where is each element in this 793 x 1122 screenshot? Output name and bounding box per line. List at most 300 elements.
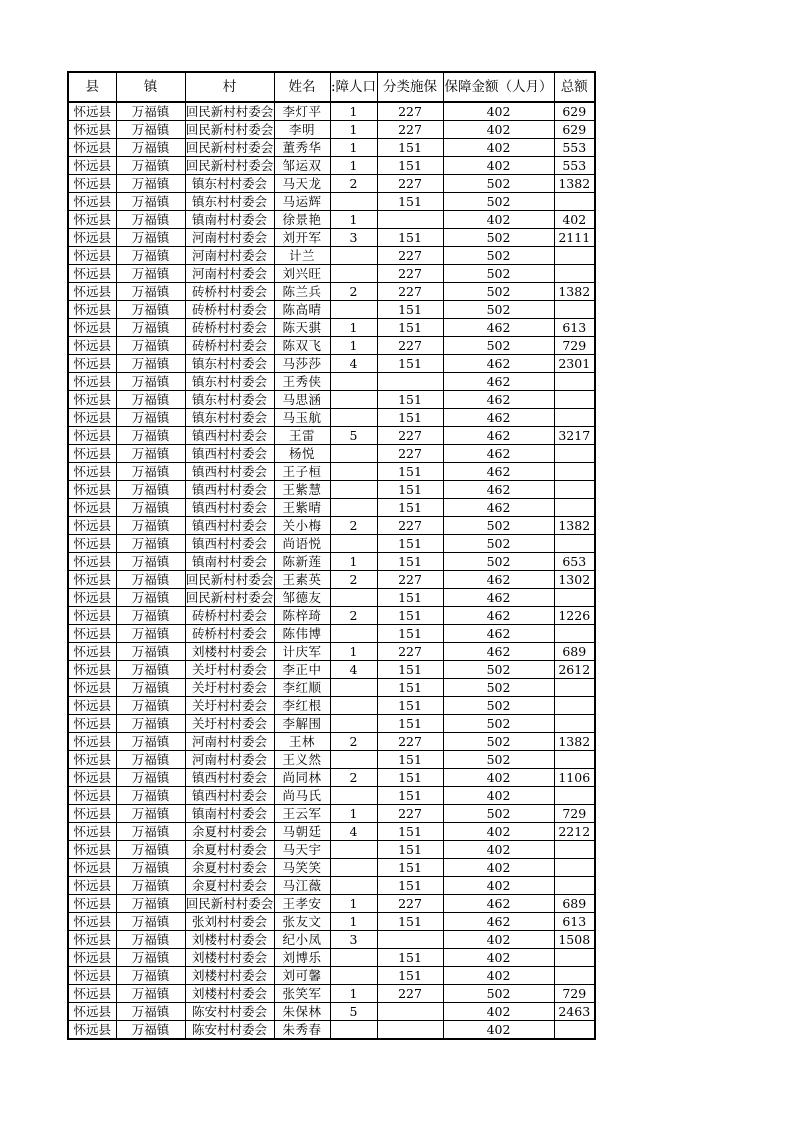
cell-county: 怀远县 [68, 102, 116, 121]
cell-monthly-amount: 402 [443, 877, 554, 895]
cell-village: 镇东村村委会 [185, 193, 274, 211]
cell-total [554, 967, 595, 985]
cell-county: 怀远县 [68, 823, 116, 841]
cell-name: 尚语悦 [274, 535, 330, 553]
cell-dependents: 2 [330, 733, 377, 751]
cell-town: 万福镇 [116, 985, 185, 1003]
cell-monthly-amount: 462 [443, 895, 554, 913]
cell-category-aid: 151 [377, 697, 443, 715]
cell-town: 万福镇 [116, 391, 185, 409]
cell-village: 镇南村村委会 [185, 805, 274, 823]
cell-category-aid: 151 [377, 661, 443, 679]
cell-town: 万福镇 [116, 769, 185, 787]
cell-name: 马朝廷 [274, 823, 330, 841]
cell-name: 王子桓 [274, 463, 330, 481]
cell-dependents: 1 [330, 805, 377, 823]
cell-village: 镇南村村委会 [185, 553, 274, 571]
cell-dependents [330, 949, 377, 967]
cell-name: 关小梅 [274, 517, 330, 535]
cell-category-aid: 151 [377, 553, 443, 571]
cell-total [554, 409, 595, 427]
cell-total [554, 787, 595, 805]
cell-village: 镇东村村委会 [185, 373, 274, 391]
header-monthly-amount: 保障金额（人月） [443, 72, 554, 102]
header-village: 村 [185, 72, 274, 102]
cell-village: 镇南村村委会 [185, 211, 274, 229]
cell-monthly-amount: 502 [443, 751, 554, 769]
cell-village: 余夏村村委会 [185, 823, 274, 841]
cell-county: 怀远县 [68, 409, 116, 427]
table-row [68, 733, 595, 751]
cell-village: 刘楼村村委会 [185, 967, 274, 985]
cell-town: 万福镇 [116, 229, 185, 247]
cell-village: 镇西村村委会 [185, 787, 274, 805]
cell-village: 镇西村村委会 [185, 535, 274, 553]
cell-town: 万福镇 [116, 463, 185, 481]
cell-name: 张友文 [274, 913, 330, 931]
cell-name: 李明 [274, 121, 330, 139]
cell-name: 王雷 [274, 427, 330, 445]
cell-category-aid: 227 [377, 102, 443, 121]
cell-name: 尚马氏 [274, 787, 330, 805]
cell-category-aid [377, 1003, 443, 1021]
table-row [68, 787, 595, 805]
cell-village: 关圩村村委会 [185, 697, 274, 715]
cell-total: 729 [554, 985, 595, 1003]
cell-dependents [330, 679, 377, 697]
cell-total [554, 697, 595, 715]
table-row [68, 102, 595, 121]
cell-village: 关圩村村委会 [185, 715, 274, 733]
cell-town: 万福镇 [116, 247, 185, 265]
cell-county: 怀远县 [68, 373, 116, 391]
cell-total [554, 679, 595, 697]
cell-village: 陈安村村委会 [185, 1003, 274, 1021]
cell-village: 余夏村村委会 [185, 859, 274, 877]
table-row [68, 193, 595, 211]
cell-name: 刘兴旺 [274, 265, 330, 283]
cell-name: 马江薇 [274, 877, 330, 895]
relief-roster-table [67, 71, 596, 1040]
cell-county: 怀远县 [68, 643, 116, 661]
cell-category-aid: 151 [377, 967, 443, 985]
cell-monthly-amount: 502 [443, 985, 554, 1003]
cell-name: 李正中 [274, 661, 330, 679]
cell-village: 回民新村村委会 [185, 122, 274, 137]
cell-county: 怀远县 [68, 913, 116, 931]
cell-dependents [330, 715, 377, 733]
cell-town: 万福镇 [116, 301, 185, 319]
cell-town: 万福镇 [116, 157, 185, 175]
cell-village: 河南村村委会 [185, 229, 274, 247]
cell-name: 陈梓琦 [274, 607, 330, 625]
cell-monthly-amount: 502 [443, 175, 554, 193]
cell-village: 镇东村村委会 [185, 391, 274, 409]
cell-category-aid: 227 [377, 895, 443, 913]
cell-total: 2463 [554, 1003, 595, 1021]
cell-village: 回民新村村委会 [185, 104, 274, 119]
cell-county: 怀远县 [68, 355, 116, 373]
cell-category-aid: 151 [377, 229, 443, 247]
cell-county: 怀远县 [68, 445, 116, 463]
cell-name: 张笑军 [274, 985, 330, 1003]
cell-dependents: 1 [330, 319, 377, 337]
cell-county: 怀远县 [68, 787, 116, 805]
cell-village: 回民新村村委会 [185, 896, 274, 911]
cell-total: 553 [554, 139, 595, 157]
table-row [68, 229, 595, 247]
table-row [68, 1003, 595, 1021]
cell-town: 万福镇 [116, 949, 185, 967]
table-row [68, 841, 595, 859]
table-row [68, 895, 595, 913]
cell-village: 陈安村村委会 [185, 1021, 274, 1040]
cell-village: 刘楼村村委会 [185, 949, 274, 967]
cell-total: 653 [554, 553, 595, 571]
cell-county: 怀远县 [68, 715, 116, 733]
cell-total [554, 445, 595, 463]
cell-monthly-amount: 502 [443, 715, 554, 733]
table-row [68, 571, 595, 589]
cell-dependents: 2 [330, 571, 377, 589]
cell-village: 回民新村村委会 [185, 590, 274, 605]
cell-name: 王义然 [274, 751, 330, 769]
cell-county: 怀远县 [68, 679, 116, 697]
cell-village: 刘楼村村委会 [185, 931, 274, 949]
cell-village: 镇西村村委会 [185, 769, 274, 787]
cell-town: 万福镇 [116, 445, 185, 463]
cell-monthly-amount: 462 [443, 913, 554, 931]
cell-dependents: 2 [330, 769, 377, 787]
cell-county: 怀远县 [68, 661, 116, 679]
cell-town: 万福镇 [116, 409, 185, 427]
cell-dependents [330, 967, 377, 985]
cell-dependents [330, 751, 377, 769]
cell-county: 怀远县 [68, 481, 116, 499]
cell-category-aid: 151 [377, 319, 443, 337]
cell-county: 怀远县 [68, 229, 116, 247]
cell-county: 怀远县 [68, 175, 116, 193]
cell-dependents [330, 409, 377, 427]
cell-name: 纪小凤 [274, 931, 330, 949]
cell-total [554, 193, 595, 211]
cell-monthly-amount: 502 [443, 247, 554, 265]
cell-monthly-amount: 462 [443, 355, 554, 373]
table-row [68, 391, 595, 409]
cell-county: 怀远县 [68, 859, 116, 877]
cell-town: 万福镇 [116, 337, 185, 355]
cell-category-aid: 151 [377, 787, 443, 805]
cell-town: 万福镇 [116, 499, 185, 517]
cell-dependents: 1 [330, 985, 377, 1003]
table-row [68, 913, 595, 931]
table-row [68, 139, 595, 157]
cell-category-aid: 151 [377, 409, 443, 427]
cell-village: 镇东村村委会 [185, 355, 274, 373]
cell-dependents: 4 [330, 355, 377, 373]
cell-dependents: 1 [330, 895, 377, 913]
cell-monthly-amount: 502 [443, 535, 554, 553]
cell-name: 陈伟博 [274, 625, 330, 643]
cell-dependents [330, 265, 377, 283]
cell-village: 镇西村村委会 [185, 499, 274, 517]
cell-monthly-amount: 402 [443, 823, 554, 841]
table-row [68, 949, 595, 967]
cell-monthly-amount: 402 [443, 949, 554, 967]
cell-monthly-amount: 462 [443, 409, 554, 427]
table-row [68, 427, 595, 445]
table-row [68, 805, 595, 823]
cell-name: 马运辉 [274, 193, 330, 211]
cell-dependents: 2 [330, 517, 377, 535]
cell-town: 万福镇 [116, 175, 185, 193]
table-row [68, 967, 595, 985]
cell-town: 万福镇 [116, 787, 185, 805]
cell-county: 怀远县 [68, 949, 116, 967]
cell-town: 万福镇 [116, 679, 185, 697]
cell-name: 陈高晴 [274, 301, 330, 319]
cell-name: 马笑笑 [274, 859, 330, 877]
table-row [68, 823, 595, 841]
cell-monthly-amount: 462 [443, 499, 554, 517]
cell-total [554, 715, 595, 733]
cell-dependents [330, 697, 377, 715]
cell-dependents [330, 373, 377, 391]
cell-monthly-amount: 462 [443, 319, 554, 337]
cell-category-aid: 151 [377, 841, 443, 859]
cell-county: 怀远县 [68, 769, 116, 787]
cell-monthly-amount: 462 [443, 391, 554, 409]
cell-total [554, 841, 595, 859]
table-row [68, 751, 595, 769]
cell-village: 砖桥村村委会 [185, 319, 274, 337]
cell-town: 万福镇 [116, 661, 185, 679]
cell-county: 怀远县 [68, 553, 116, 571]
cell-village: 余夏村村委会 [185, 877, 274, 895]
cell-name: 李红顺 [274, 679, 330, 697]
cell-total: 553 [554, 157, 595, 175]
cell-monthly-amount: 462 [443, 643, 554, 661]
cell-name: 王云军 [274, 805, 330, 823]
cell-county: 怀远县 [68, 967, 116, 985]
cell-category-aid: 151 [377, 355, 443, 373]
cell-county: 怀远县 [68, 1021, 116, 1040]
cell-category-aid: 151 [377, 769, 443, 787]
cell-total: 2212 [554, 823, 595, 841]
cell-category-aid: 151 [377, 679, 443, 697]
cell-dependents [330, 625, 377, 643]
cell-monthly-amount: 462 [443, 463, 554, 481]
cell-dependents [330, 841, 377, 859]
cell-monthly-amount: 462 [443, 625, 554, 643]
cell-town: 万福镇 [116, 805, 185, 823]
cell-total: 2612 [554, 661, 595, 679]
table-row [68, 625, 595, 643]
cell-dependents: 3 [330, 931, 377, 949]
cell-town: 万福镇 [116, 895, 185, 913]
cell-monthly-amount: 502 [443, 679, 554, 697]
cell-dependents: 1 [330, 121, 377, 139]
cell-total [554, 877, 595, 895]
cell-village: 余夏村村委会 [185, 841, 274, 859]
cell-dependents: 1 [330, 157, 377, 175]
cell-town: 万福镇 [116, 373, 185, 391]
cell-name: 朱秀春 [274, 1021, 330, 1040]
cell-county: 怀远县 [68, 931, 116, 949]
cell-town: 万福镇 [116, 193, 185, 211]
table-row [68, 535, 595, 553]
cell-dependents: 2 [330, 283, 377, 301]
cell-town: 万福镇 [116, 733, 185, 751]
table-row [68, 607, 595, 625]
cell-county: 怀远县 [68, 1003, 116, 1021]
cell-village: 回民新村村委会 [185, 158, 274, 173]
cell-county: 怀远县 [68, 607, 116, 625]
cell-name: 马玉航 [274, 409, 330, 427]
cell-town: 万福镇 [116, 1021, 185, 1040]
table-row [68, 481, 595, 499]
cell-monthly-amount: 462 [443, 571, 554, 589]
cell-category-aid: 227 [377, 733, 443, 751]
cell-county: 怀远县 [68, 895, 116, 913]
cell-monthly-amount: 502 [443, 661, 554, 679]
cell-name: 马莎莎 [274, 355, 330, 373]
cell-dependents: 2 [330, 607, 377, 625]
cell-name: 董秀华 [274, 139, 330, 157]
cell-category-aid: 151 [377, 499, 443, 517]
cell-total [554, 499, 595, 517]
cell-category-aid: 227 [377, 643, 443, 661]
cell-county: 怀远县 [68, 499, 116, 517]
cell-name: 杨悦 [274, 445, 330, 463]
cell-dependents: 2 [330, 175, 377, 193]
cell-county: 怀远县 [68, 391, 116, 409]
table-row [68, 355, 595, 373]
cell-total [554, 373, 595, 391]
cell-monthly-amount: 402 [443, 967, 554, 985]
cell-category-aid [377, 1021, 443, 1040]
cell-town: 万福镇 [116, 589, 185, 607]
table-row [68, 877, 595, 895]
cell-town: 万福镇 [116, 121, 185, 139]
cell-total: 1382 [554, 733, 595, 751]
cell-town: 万福镇 [116, 139, 185, 157]
cell-monthly-amount: 402 [443, 121, 554, 139]
cell-monthly-amount: 502 [443, 283, 554, 301]
cell-category-aid [377, 373, 443, 391]
cell-dependents: 1 [330, 337, 377, 355]
cell-county: 怀远县 [68, 571, 116, 589]
cell-county: 怀远县 [68, 427, 116, 445]
cell-dependents: 1 [330, 553, 377, 571]
cell-category-aid: 151 [377, 481, 443, 499]
cell-category-aid: 151 [377, 157, 443, 175]
cell-total: 629 [554, 121, 595, 139]
cell-category-aid: 227 [377, 337, 443, 355]
cell-county: 怀远县 [68, 193, 116, 211]
cell-name: 王秀侠 [274, 373, 330, 391]
table-row [68, 319, 595, 337]
cell-county: 怀远县 [68, 805, 116, 823]
cell-name: 陈天骐 [274, 319, 330, 337]
header-town: 镇 [116, 72, 185, 102]
cell-dependents [330, 391, 377, 409]
cell-dependents [330, 301, 377, 319]
cell-town: 万福镇 [116, 643, 185, 661]
cell-monthly-amount: 502 [443, 697, 554, 715]
cell-town: 万福镇 [116, 517, 185, 535]
cell-dependents: 5 [330, 427, 377, 445]
cell-total: 629 [554, 102, 595, 121]
cell-category-aid: 227 [377, 517, 443, 535]
cell-total: 729 [554, 337, 595, 355]
cell-dependents [330, 247, 377, 265]
cell-total [554, 949, 595, 967]
table-row [68, 373, 595, 391]
cell-town: 万福镇 [116, 283, 185, 301]
cell-town: 万福镇 [116, 841, 185, 859]
cell-county: 怀远县 [68, 247, 116, 265]
header-name: 姓名 [274, 72, 330, 102]
table-row [68, 859, 595, 877]
cell-town: 万福镇 [116, 715, 185, 733]
cell-total [554, 589, 595, 607]
cell-monthly-amount: 502 [443, 805, 554, 823]
cell-monthly-amount: 402 [443, 787, 554, 805]
table-row [68, 283, 595, 301]
cell-county: 怀远县 [68, 751, 116, 769]
cell-village: 回民新村村委会 [185, 140, 274, 155]
cell-category-aid: 151 [377, 859, 443, 877]
header-county: 县 [68, 72, 116, 102]
cell-dependents [330, 193, 377, 211]
cell-total [554, 859, 595, 877]
cell-village: 河南村村委会 [185, 247, 274, 265]
cell-county: 怀远县 [68, 121, 116, 139]
cell-monthly-amount: 462 [443, 589, 554, 607]
cell-name: 王孝安 [274, 895, 330, 913]
cell-category-aid: 151 [377, 193, 443, 211]
cell-village: 河南村村委会 [185, 265, 274, 283]
cell-town: 万福镇 [116, 823, 185, 841]
cell-name: 李解围 [274, 715, 330, 733]
cell-category-aid: 151 [377, 391, 443, 409]
cell-dependents: 1 [330, 139, 377, 157]
cell-name: 王素英 [274, 571, 330, 589]
cell-monthly-amount: 502 [443, 265, 554, 283]
cell-monthly-amount: 462 [443, 607, 554, 625]
cell-town: 万福镇 [116, 553, 185, 571]
cell-dependents: 4 [330, 661, 377, 679]
cell-town: 万福镇 [116, 625, 185, 643]
cell-dependents [330, 481, 377, 499]
cell-monthly-amount: 402 [443, 931, 554, 949]
cell-name: 陈新莲 [274, 553, 330, 571]
cell-village: 镇东村村委会 [185, 175, 274, 193]
table-row [68, 697, 595, 715]
cell-village: 镇西村村委会 [185, 463, 274, 481]
cell-total [554, 463, 595, 481]
cell-name: 马天宇 [274, 841, 330, 859]
cell-total: 689 [554, 643, 595, 661]
cell-monthly-amount: 402 [443, 157, 554, 175]
cell-category-aid: 151 [377, 535, 443, 553]
cell-county: 怀远县 [68, 319, 116, 337]
table-row [68, 463, 595, 481]
cell-village: 砖桥村村委会 [185, 625, 274, 643]
cell-town: 万福镇 [116, 1003, 185, 1021]
cell-village: 关圩村村委会 [185, 679, 274, 697]
